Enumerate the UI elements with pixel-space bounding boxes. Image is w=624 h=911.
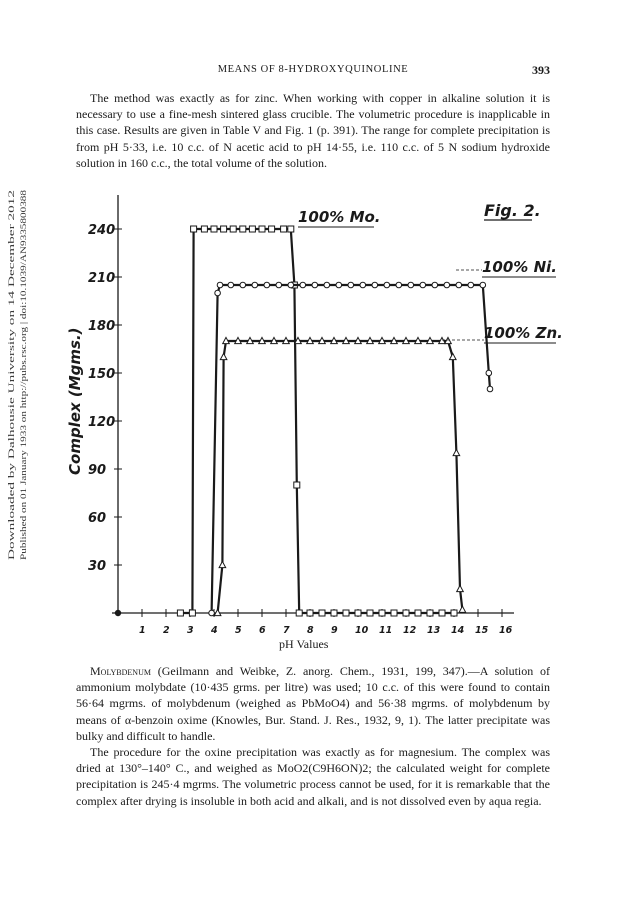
series-point-ni [264,282,270,288]
x-tick-label: 2 [163,625,170,636]
series-point-mo [439,610,445,616]
series-point-mo [403,610,409,616]
series-line-2 [218,341,463,613]
series-point-ni [215,290,221,296]
x-tick-label: 15 [475,625,489,636]
series-point-mo [355,610,361,616]
series-point-mo [249,226,255,232]
series-point-mo [307,610,313,616]
download-watermark [2,190,32,560]
series-point-ni [487,386,493,392]
series-point-mo [221,226,227,232]
series-point-zn [219,561,226,567]
series-point-zn [457,585,464,591]
page-number: 393 [532,63,550,77]
page-header [76,64,550,80]
x-tick-label: 12 [403,625,417,636]
x-tick-label: 1 [139,625,146,636]
series-point-ni [217,282,223,288]
figure-ph-precipitation [54,190,574,660]
y-tick-label: 240 [88,223,116,238]
series-point-mo [189,610,195,616]
series-point-ni [348,282,354,288]
series-line-1 [212,285,490,613]
y-tick-label: 90 [88,463,107,478]
x-tick-label: 14 [451,625,465,636]
x-tick-label: 9 [331,625,338,636]
series-point-ni [300,282,306,288]
series-point-mo [451,610,457,616]
paragraph-copper-method: The method was exactly as for zinc. When working with copper in alkaline solution it is necessary to use a fine-mesh sintered glass crucible. The volumetric procedure is inapplicable in this case. Results are given in Table V and Fig. 1 (p. 391). The range for complete precipitation is from pH 5·33, i.e. 10 c.c. of N acetic acid to pH 14·55, i.e. 110 c.c. of 5 N sodium hydroxide solution in 160 c.c., the total volume of the solution. [76,91,550,170]
y-tick-label: 210 [88,271,116,286]
series-point-mo [427,610,433,616]
series-point-ni [486,370,492,376]
legend-mo: 100% Mo. [298,208,381,226]
x-tick-label: 13 [427,625,441,636]
paragraph-molybdenum [76,663,550,744]
series-point-zn [220,353,227,359]
series-point-mo [240,226,246,232]
series-point-ni [408,282,414,288]
figure-label: Fig. 2. [484,201,541,220]
series-point-ni [240,282,246,288]
legend-zn: 100% Zn. [484,324,563,342]
series-point-ni [209,610,215,616]
series-point-mo [211,226,217,232]
series-point-mo [177,610,183,616]
series-point-zn [450,353,457,359]
x-tick-label: 10 [355,625,369,636]
series-point-mo [319,610,325,616]
x-tick-label: 5 [235,625,242,636]
series-point-ni [372,282,378,288]
molybdenum-text: (Geilmann and Weibke, Z. anorg. Chem., 1931, 199, 347).—A solution of ammonium molybdate (10·435 grms. per litre) was used; 10 c.c. of this were found to contain 56·64 mgrms. of molybdenum (weighed as PbMoO4) and 56·38 mgrms. of molybdenum by means of α-benzoin oxime (Knowles, Bur. Stand. J. Res., 1932, 9, 1). The latter precipitate was bulky and difficult to handle. [76,664,551,743]
watermark-line-downloaded: Downloaded by Dalhousie University on 14 December 2012 [7,358,16,560]
x-tick-label: 3 [187,625,194,636]
series-point-ni [384,282,390,288]
series-point-mo [343,610,349,616]
legend-ni: 100% Ni. [482,258,557,276]
series-point-mo [379,610,385,616]
series-point-mo [191,226,197,232]
series-point-ni [432,282,438,288]
origin-dot [115,610,121,616]
y-axis-label: Complex (Mgms.) [66,327,84,475]
y-tick-label: 60 [88,511,107,526]
x-tick-label: 6 [259,625,266,636]
series-point-ni [360,282,366,288]
y-tick-label: 120 [88,415,116,430]
x-tick-label: 8 [307,625,314,636]
series-point-mo [415,610,421,616]
series-point-mo [201,226,207,232]
y-tick-label: 150 [88,367,116,382]
series-point-zn [453,449,460,455]
y-tick-label: 180 [88,319,116,334]
series-point-mo [269,226,275,232]
series-point-ni [480,282,486,288]
y-tick-label: 30 [88,559,107,574]
series-point-ni [288,282,294,288]
x-tick-label: 16 [499,625,513,636]
series-point-ni [252,282,258,288]
molybdenum-heading: Molybdenum [90,664,151,678]
paragraph-oxine-procedure: The procedure for the oxine precipitation was exactly as for magnesium. The complex was dried at 130°–140° C., and weighed as MoO2(C9H6ON)2; the calculated weight for complete precipitation is 245·4 mgrms. The volumetric process cannot be used, for it is remarkable that the complex after drying is insoluble in both acid and alkali, and is not dissolved even by aqua regia. [76,745,550,808]
series-point-ni [228,282,234,288]
series-point-mo [391,610,397,616]
series-point-mo [331,610,337,616]
series-point-ni [276,282,282,288]
x-tick-label: 7 [283,625,290,636]
series-point-ni [420,282,426,288]
series-point-mo [296,610,302,616]
series-point-zn [459,606,466,612]
series-point-mo [230,226,236,232]
series-point-mo [288,226,294,232]
x-tick-label: 11 [379,625,393,636]
x-axis-label: pH Values [279,637,329,651]
series-point-ni [444,282,450,288]
series-point-mo [367,610,373,616]
series-point-ni [324,282,330,288]
running-title: MEANS OF 8-HYDROXYQUINOLINE [217,64,409,75]
x-tick-label: 4 [211,625,218,636]
series-point-mo [294,482,300,488]
series-point-ni [456,282,462,288]
series-point-ni [468,282,474,288]
series-point-ni [312,282,318,288]
watermark-line-published: Published on 01 January 1933 on http://pubs.rsc.org | doi:10.1039/AN9335800388 [19,285,28,560]
series-point-mo [281,226,287,232]
series-point-mo [259,226,265,232]
ph-chart [54,190,574,660]
series-point-ni [336,282,342,288]
series-point-ni [396,282,402,288]
